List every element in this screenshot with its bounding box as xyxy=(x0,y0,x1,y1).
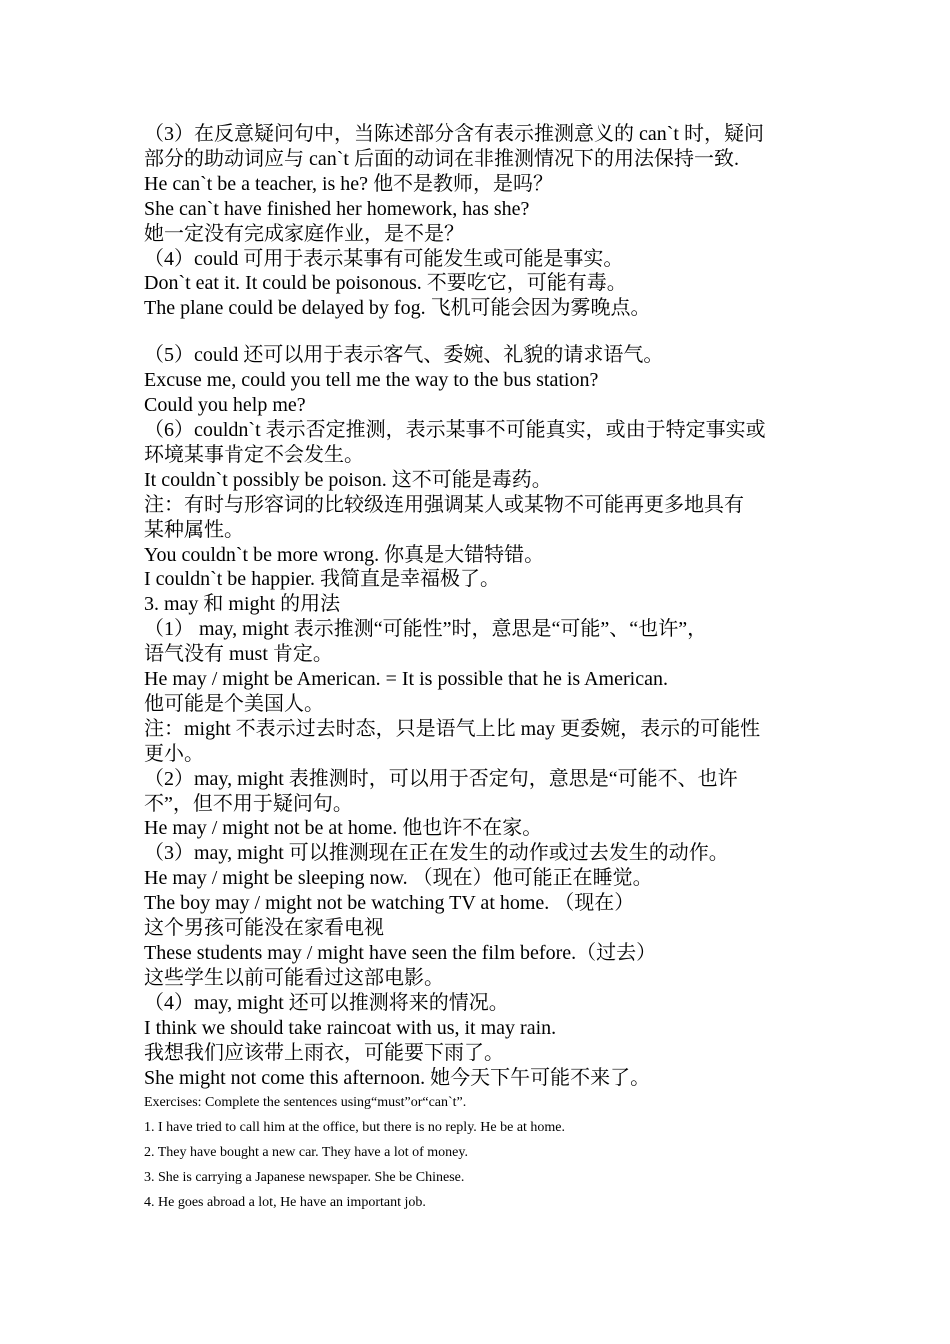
text-line: The boy may / might not be watching TV at home. （现在） xyxy=(144,892,635,915)
text-line: 这些学生以前可能看过这部电影。 xyxy=(144,966,444,989)
text-line: He may / might not be at home. 他也许不在家。 xyxy=(144,817,543,840)
text-line: 我想我们应该带上雨衣，可能要下雨了。 xyxy=(144,1041,504,1064)
text-line: 更小。 xyxy=(144,742,204,765)
text-line: The plane could be delayed by fog. 飞机可能会因为雾晚点。 xyxy=(144,297,651,320)
exercises-instruction: Exercises: Complete the sentences using“must”or“can`t”. xyxy=(144,1095,467,1111)
text-line: （3）may, might 可以推测现在正在发生的动作或过去发生的动作。 xyxy=(144,842,729,865)
text-line: Could you help me? xyxy=(144,394,306,417)
text-line: These students may / might have seen the film before.（过去） xyxy=(144,942,657,964)
text-line: 部分的助动词应与 can`t 后面的动词在非推测情况下的用法保持一致. xyxy=(144,147,739,170)
exercise-item: 3. She is carrying a Japanese newspaper. She be Chinese. xyxy=(144,1170,465,1186)
text-line: It couldn`t possibly be poison. 这不可能是毒药。 xyxy=(144,468,552,491)
text-line: （5）could 还可以用于表示客气、委婉、礼貌的请求语气。 xyxy=(144,344,664,367)
text-line: I couldn`t be happier. 我简直是幸福极了。 xyxy=(144,568,501,591)
text-line: 不”，但不用于疑问句。 xyxy=(144,792,353,815)
text-line: I think we should take raincoat with us, it may rain. xyxy=(144,1016,557,1039)
section-heading: 3. may 和 might 的用法 xyxy=(144,593,341,616)
text-line: （1） may, might 表示推测“可能性”时，意思是“可能”、“也许”， xyxy=(144,618,708,641)
text-line: （6）couldn`t 表示否定推测，表示某事不可能真实，或由于特定事实或 xyxy=(144,418,766,441)
exercise-item: 2. They have bought a new car. They have a lot of money. xyxy=(144,1145,468,1161)
text-line: 注：有时与形容词的比较级连用强调某人或某物不可能再更多地具有 xyxy=(144,493,744,516)
text-line: （4）may, might 还可以推测将来的情况。 xyxy=(144,991,509,1014)
document-page xyxy=(144,122,820,1215)
text-line: He may / might be sleeping now. （现在）他可能正在睡觉。 xyxy=(144,867,653,890)
exercise-item: 4. He goes abroad a lot, He have an important job. xyxy=(144,1195,426,1211)
text-line: （3）在反意疑问句中，当陈述部分含有表示推测意义的 can`t 时，疑问 xyxy=(144,123,764,145)
text-line: She can`t have finished her homework, has she? xyxy=(144,197,530,220)
text-line: 语气没有 must 肯定。 xyxy=(144,643,333,666)
exercise-item: 1. I have tried to call him at the office, but there is no reply. He be at home. xyxy=(144,1120,566,1136)
text-line: He can`t be a teacher, is he? 他不是教师，是吗？ xyxy=(144,172,554,195)
text-line: 环境某事肯定不会发生。 xyxy=(144,443,364,466)
text-line: 他可能是个美国人。 xyxy=(144,692,324,715)
text-line: 某种属性。 xyxy=(144,518,244,541)
text-line: She might not come this afternoon. 她今天下午可能不来了。 xyxy=(144,1066,651,1089)
text-line: Don`t eat it. It could be poisonous. 不要吃它，可能有毒。 xyxy=(144,272,627,295)
text-line: 她一定没有完成家庭作业，是不是？ xyxy=(144,222,464,245)
text-line: （2）may, might 表推测时，可以用于否定句，意思是“可能不、也许 xyxy=(144,767,738,790)
text-line: 注：might 不表示过去时态，只是语气上比 may 更委婉，表示的可能性 xyxy=(144,717,761,740)
text-line: 这个男孩可能没在家看电视 xyxy=(144,917,384,940)
text-line: Excuse me, could you tell me the way to the bus station? xyxy=(144,369,599,392)
paragraph-spacer xyxy=(144,321,820,343)
text-line: You couldn`t be more wrong. 你真是大错特错。 xyxy=(144,543,545,566)
text-line: （4）could 可用于表示某事有可能发生或可能是事实。 xyxy=(144,247,624,270)
text-line: He may / might be American. = It is possible that he is American. xyxy=(144,668,668,691)
